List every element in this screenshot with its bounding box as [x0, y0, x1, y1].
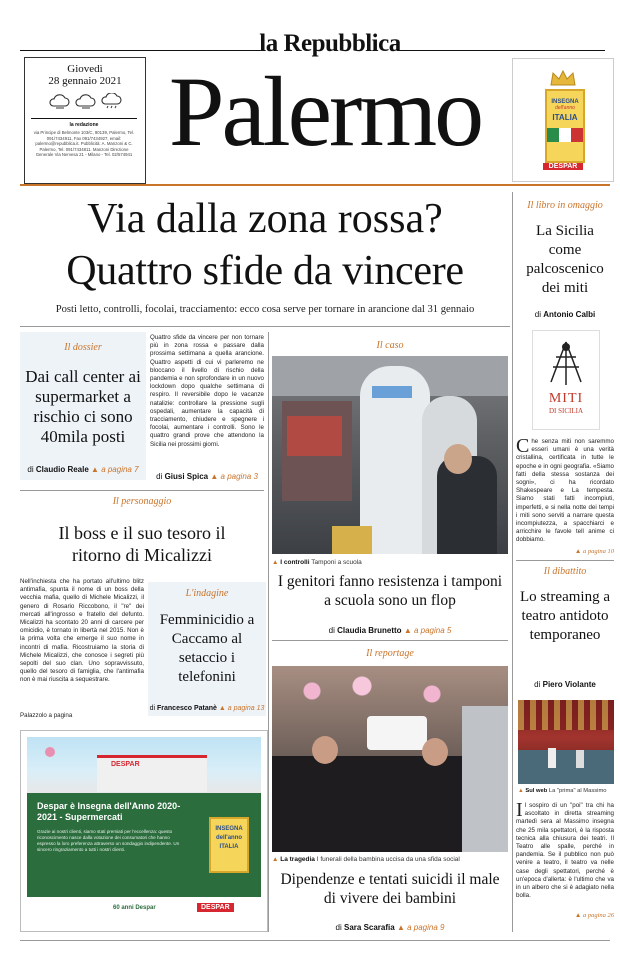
personaggio-text: Nell'inchiesta che ha portato all'ultimo blitz antimafia, spunta il nome di un boss della vecchia mafia, quello di Michele Micalizzi, il genero di Rosario Riccobono, il "re" dei mercati all'ingrosso e fratello del defunto. Micalizzi ha scontato 20 anni di carcere per omicidio, è tornato in libertà nel 2015. Non è la prima volta che emerge il suo nome in incontri di mafia. Ricostruiamo la storia di Michele Micalizzi, che conosce i segreti più sepolti del suo clan. Uno sopravvissuto, quello del tesoro di famiglia, che l'antimafia non è mai riuscita a sequestrare. [20, 578, 144, 684]
weather [25, 93, 145, 114]
ad-badge: INSEGNA dell'anno ITALIA [209, 817, 249, 873]
cloud-rain-icon [100, 93, 122, 109]
lead-subtitle: Posti letto, controlli, focolai, tracciamento: ecco cosa serve per tornare in arancione dal 31 gennaio [55, 304, 475, 315]
lead-title-1: Via dalla zona rossa? [87, 196, 443, 242]
indagine-title: Femminicidio a Caccamo al setaccio i telefonini [159, 612, 255, 685]
dibattito-photo [518, 700, 614, 784]
paper-name: la Repubblica [259, 30, 401, 57]
imprint-title: la redazione [69, 122, 99, 128]
personaggio-page: Palazzolo a pagina [20, 712, 73, 719]
libro-page: ▲ a pagina 10 [574, 548, 614, 555]
triangle-icon: ▲ [210, 472, 219, 481]
libro-title: La Sicilia come palcoscenico dei miti [526, 223, 604, 296]
date: 28 gennaio 2021 [48, 75, 122, 87]
indagine-byline: di Francesco Patanè ▲ a pagina 13 [149, 705, 265, 712]
crown-icon [549, 69, 577, 87]
imprint-text: via Principe di Belmonte 103/C, 90139, Palermo, Tel. 091/7434911, Fax 091/7434927, email: palermo@repubblica.it. Pubblicità: A. Manzoni & C. Palermo, Tel. 091/7434811. Manzoni Direzione Generale Via Nervesa 21 - Milano - Tel. 02/574941 [33, 130, 135, 158]
caso-title: I genitori fanno resistenza i tamponi a scuola sono un flop [277, 573, 503, 609]
book-title: MITI [548, 391, 584, 406]
triangle-icon: ▲ [403, 626, 412, 635]
city-title: Palermo [168, 56, 482, 167]
dibattito-text: Il sospiro di un "poi" tra chi ha ascoltato in diretta streaming martedì sera al Massimo insegna che 25 mila spettatori, è la risposta tecnica alla chiusura dei teatri. Il Teatro alle spalle, perché in pandemia. Se il pubblico non può venire a teatro, il teatro va nelle case degli spettatori, perché è un'epoca d'allerta: è l'ultimo che va in un albero che si è adagiato nella bolla. [516, 802, 614, 900]
triangle-icon: ▲ [218, 705, 226, 712]
masthead-orange-rule [20, 184, 610, 186]
triangle-icon: ▲ [91, 465, 99, 474]
caso-byline: di Claudia Brunetto ▲ a pagina 5 [328, 626, 452, 635]
dibattito-page: ▲ a pagina 26 [574, 912, 614, 919]
masthead [0, 0, 620, 190]
cover-illustration [541, 337, 591, 387]
indagine-kicker: L'indagine [185, 588, 229, 599]
indagine-box [148, 582, 266, 716]
ad-brand: DESPAR [543, 163, 583, 170]
day: Giovedì [67, 63, 103, 75]
dropcap: C [516, 438, 530, 457]
date-box [24, 57, 146, 184]
reportage-photo [272, 666, 508, 852]
triangle-icon: ▲ [574, 912, 582, 919]
caso-caption: ▲ I controlli Tamponi a scuola [272, 559, 362, 566]
personaggio-kicker: Il personaggio [112, 496, 172, 507]
triangle-icon: ▲ [272, 856, 279, 863]
dibattito-byline: di Piero Violante [534, 680, 596, 689]
dibattito-kicker: Il dibattito [543, 566, 587, 577]
libro-byline: di Antonio Calbi [534, 310, 596, 319]
bottom-ad [20, 730, 268, 932]
ad-footer-left: 60 anni Despar [113, 905, 156, 911]
triangle-icon: ▲ [574, 548, 582, 555]
triangle-icon: ▲ [396, 923, 405, 932]
dossier-title: Dai call center ai supermarket a rischio ci sono 40mila posti [25, 367, 141, 446]
ad-body: Grazie ai nostri clienti, siamo stati premiati per l'eccellenza: questo riconoscimento nasce dalla votazione dei consumatori che hanno espresso la loro preferenza attraverso un sondaggio indipendente. Un sincero ringraziamento a tutti i nostri clienti. [37, 829, 180, 852]
cloud-icon [74, 93, 96, 109]
reportage-byline: di Sara Scarafia ▲ a pagina 9 [335, 923, 445, 932]
dropcap: I [516, 802, 523, 821]
cloud-icon [48, 93, 70, 109]
ad-badge: INSEGNA dell'anno ITALIA [545, 89, 585, 163]
libro-text: Che senza miti non saremmo esseri umani è una verità cristallina, certificata in tutte le epoche e in ogni geografia. «Siamo fatti della stessa sostanza dei sogni», ci ha ricordato Shakespeare e La tempesta. Siamo stati fatti incompiuti, imperfetti, e si nella notte dei tempi i miti sono serviti a narrare questa incompiutezza, a spacchiarci e arricchire le favole tell anime ci dobbiamo. [516, 438, 614, 544]
triangle-icon: ▲ [518, 788, 524, 794]
libro-cover [532, 330, 600, 430]
dossier-kicker: Il dossier [64, 342, 102, 353]
reportage-caption: ▲ La tragedia I funerali della bambina uccisa da una sfida social [272, 856, 460, 863]
ad-panel [27, 793, 261, 897]
reportage-title: Dipendenze e tentati suicidi il male di vivere dei bambini [280, 871, 500, 907]
reportage-kicker: Il reportage [366, 648, 414, 659]
triangle-icon: ▲ [272, 559, 279, 566]
dibattito-caption: ▲ Sul web La "prima" al Massimo [518, 788, 607, 794]
lead-body-text: Quattro sfide da vincere per non tornare più in zona rossa e passare dalla prossima settimana a quella arancione. Quattro aspetti di cui vi parleremo ne bloccano il livello di rischio della pandemia e non sprofondare in un nuovo lockdown dopo qualche settimana di respiro. Il reversibile dopo le vacanze natalizie: controllare la pressione sugli ospedali, aumentare la capacità di tracciamento, chiudere e spegnere i focolai, aumentare i controlli. Sono le quattro grandi prove che attendono la Sicilia nei prossimi giorni. [150, 334, 264, 448]
dossier-byline: di Claudio Reale ▲ a pagina 7 [27, 465, 139, 474]
caso-kicker: Il caso [376, 340, 404, 351]
ad-footer-right: DESPAR [197, 903, 234, 912]
top-ad [512, 58, 614, 182]
ad-store-photo: DESPAR [27, 737, 261, 793]
caso-photo [272, 356, 508, 554]
dibattito-title: Lo streaming a teatro antidoto temporaneo [520, 589, 610, 643]
ad-title: Despar è Insegna dell'Anno 2020-2021 - Supermercati [37, 801, 181, 822]
lead-title-2: Quattro sfide da vincere [66, 248, 464, 294]
personaggio-title: Il boss e il suo tesoro il ritorno di Micalizzi [58, 523, 226, 565]
book-sub: DI SICILIA [548, 407, 584, 415]
dossier-box [20, 332, 146, 480]
libro-kicker: Il libro in omaggio [527, 200, 603, 211]
lead-body-byline: di Giusi Spica ▲ a pagina 3 [156, 472, 258, 481]
